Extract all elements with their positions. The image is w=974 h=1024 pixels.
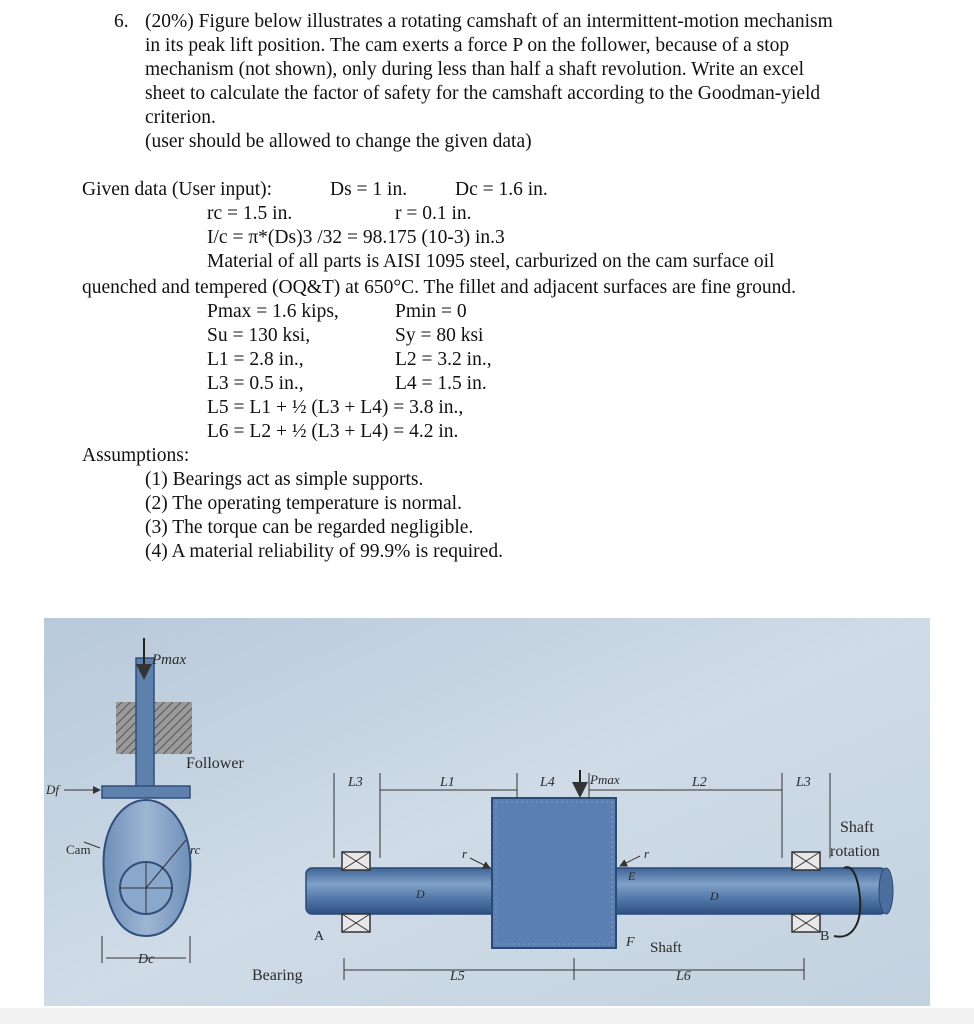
- assumption-1: (1) Bearings act as simple supports.: [145, 469, 424, 490]
- label-l6: L6: [676, 969, 691, 984]
- problem-line-4: sheet to calculate the factor of safety for the camshaft according to the Goodman-yield: [145, 83, 821, 104]
- label-l1: L1: [440, 775, 455, 790]
- given-rc: rc = 1.5 in.: [207, 203, 293, 224]
- label-b: B: [820, 929, 830, 944]
- assumption-4: (4) A material reliability of 99.9% is required.: [145, 541, 503, 562]
- label-d-right: D: [710, 889, 719, 903]
- bottom-bar: [0, 1008, 974, 1024]
- given-section-modulus: I/c = π*(Ds)3 /32 = 98.175 (10-3) in.3: [207, 227, 505, 248]
- label-r-left: r: [462, 846, 468, 861]
- problem-line-5: criterion.: [145, 107, 216, 128]
- given-pmin: Pmin = 0: [395, 301, 467, 322]
- camshaft-figure: [44, 618, 930, 1006]
- label-l4: L4: [540, 775, 555, 790]
- given-dc: Dc = 1.6 in.: [455, 179, 548, 200]
- given-pmax: Pmax = 1.6 kips,: [207, 301, 339, 322]
- label-pmax-follower: Pmax: [152, 652, 187, 668]
- given-l2: L2 = 3.2 in.,: [395, 349, 492, 370]
- given-r: r = 0.1 in.: [395, 203, 472, 224]
- assumptions-heading: Assumptions:: [82, 445, 190, 466]
- problem-number: 6.: [114, 11, 129, 32]
- problem-line-1: (20%) Figure below illustrates a rotating camshaft of an intermittent-motion mechanism: [145, 11, 833, 32]
- label-d-left: D: [416, 887, 425, 901]
- given-l4: L4 = 1.5 in.: [395, 373, 487, 394]
- given-ds: Ds = 1 in.: [330, 179, 408, 200]
- given-l5: L5 = L1 + ½ (L3 + L4) = 3.8 in.,: [207, 397, 464, 418]
- label-bearing: Bearing: [252, 967, 303, 984]
- label-shaft-rotation-2: rotation: [830, 843, 880, 860]
- shaft-cam-section: [492, 798, 616, 948]
- label-l3-right: L3: [796, 775, 811, 790]
- label-follower: Follower: [186, 755, 244, 772]
- label-f: F: [626, 935, 635, 950]
- given-l3: L3 = 0.5 in.,: [207, 373, 304, 394]
- label-l2: L2: [692, 775, 707, 790]
- figure-background: [44, 618, 930, 1006]
- assumption-3: (3) The torque can be regarded negligible.: [145, 517, 474, 538]
- label-dc: Dc: [138, 952, 155, 967]
- label-e: E: [628, 869, 636, 883]
- given-l1: L1 = 2.8 in.,: [207, 349, 304, 370]
- label-df: Df: [46, 782, 59, 797]
- follower-foot: [102, 786, 190, 798]
- label-l5: L5: [450, 969, 465, 984]
- label-pmax-shaft: Pmax: [590, 772, 620, 787]
- problem-line-6: (user should be allowed to change the given data): [145, 131, 532, 152]
- label-l3-left: L3: [348, 775, 363, 790]
- problem-line-3: mechanism (not shown), only during less than half a shaft revolution. Write an excel: [145, 59, 804, 80]
- given-heading: Given data (User input):: [82, 179, 273, 200]
- label-shaft: Shaft: [650, 940, 682, 956]
- given-material-2: quenched and tempered (OQ&T) at 650°C. The fillet and adjacent surfaces are fine ground.: [82, 277, 797, 298]
- label-a: A: [314, 929, 325, 944]
- given-su: Su = 130 ksi,: [207, 325, 311, 346]
- assumption-2: (2) The operating temperature is normal.: [145, 493, 462, 514]
- label-rc: rc: [190, 842, 201, 857]
- given-material-1: Material of all parts is AISI 1095 steel, carburized on the cam surface oil: [207, 251, 775, 272]
- label-cam: Cam: [66, 842, 91, 857]
- label-r-right: r: [644, 846, 650, 861]
- given-l6: L6 = L2 + ½ (L3 + L4) = 4.2 in.: [207, 421, 459, 442]
- given-sy: Sy = 80 ksi: [395, 325, 484, 346]
- label-shaft-rotation-1: Shaft: [840, 819, 874, 836]
- problem-line-2: in its peak lift position. The cam exerts a force P on the follower, because of a stop: [145, 35, 790, 56]
